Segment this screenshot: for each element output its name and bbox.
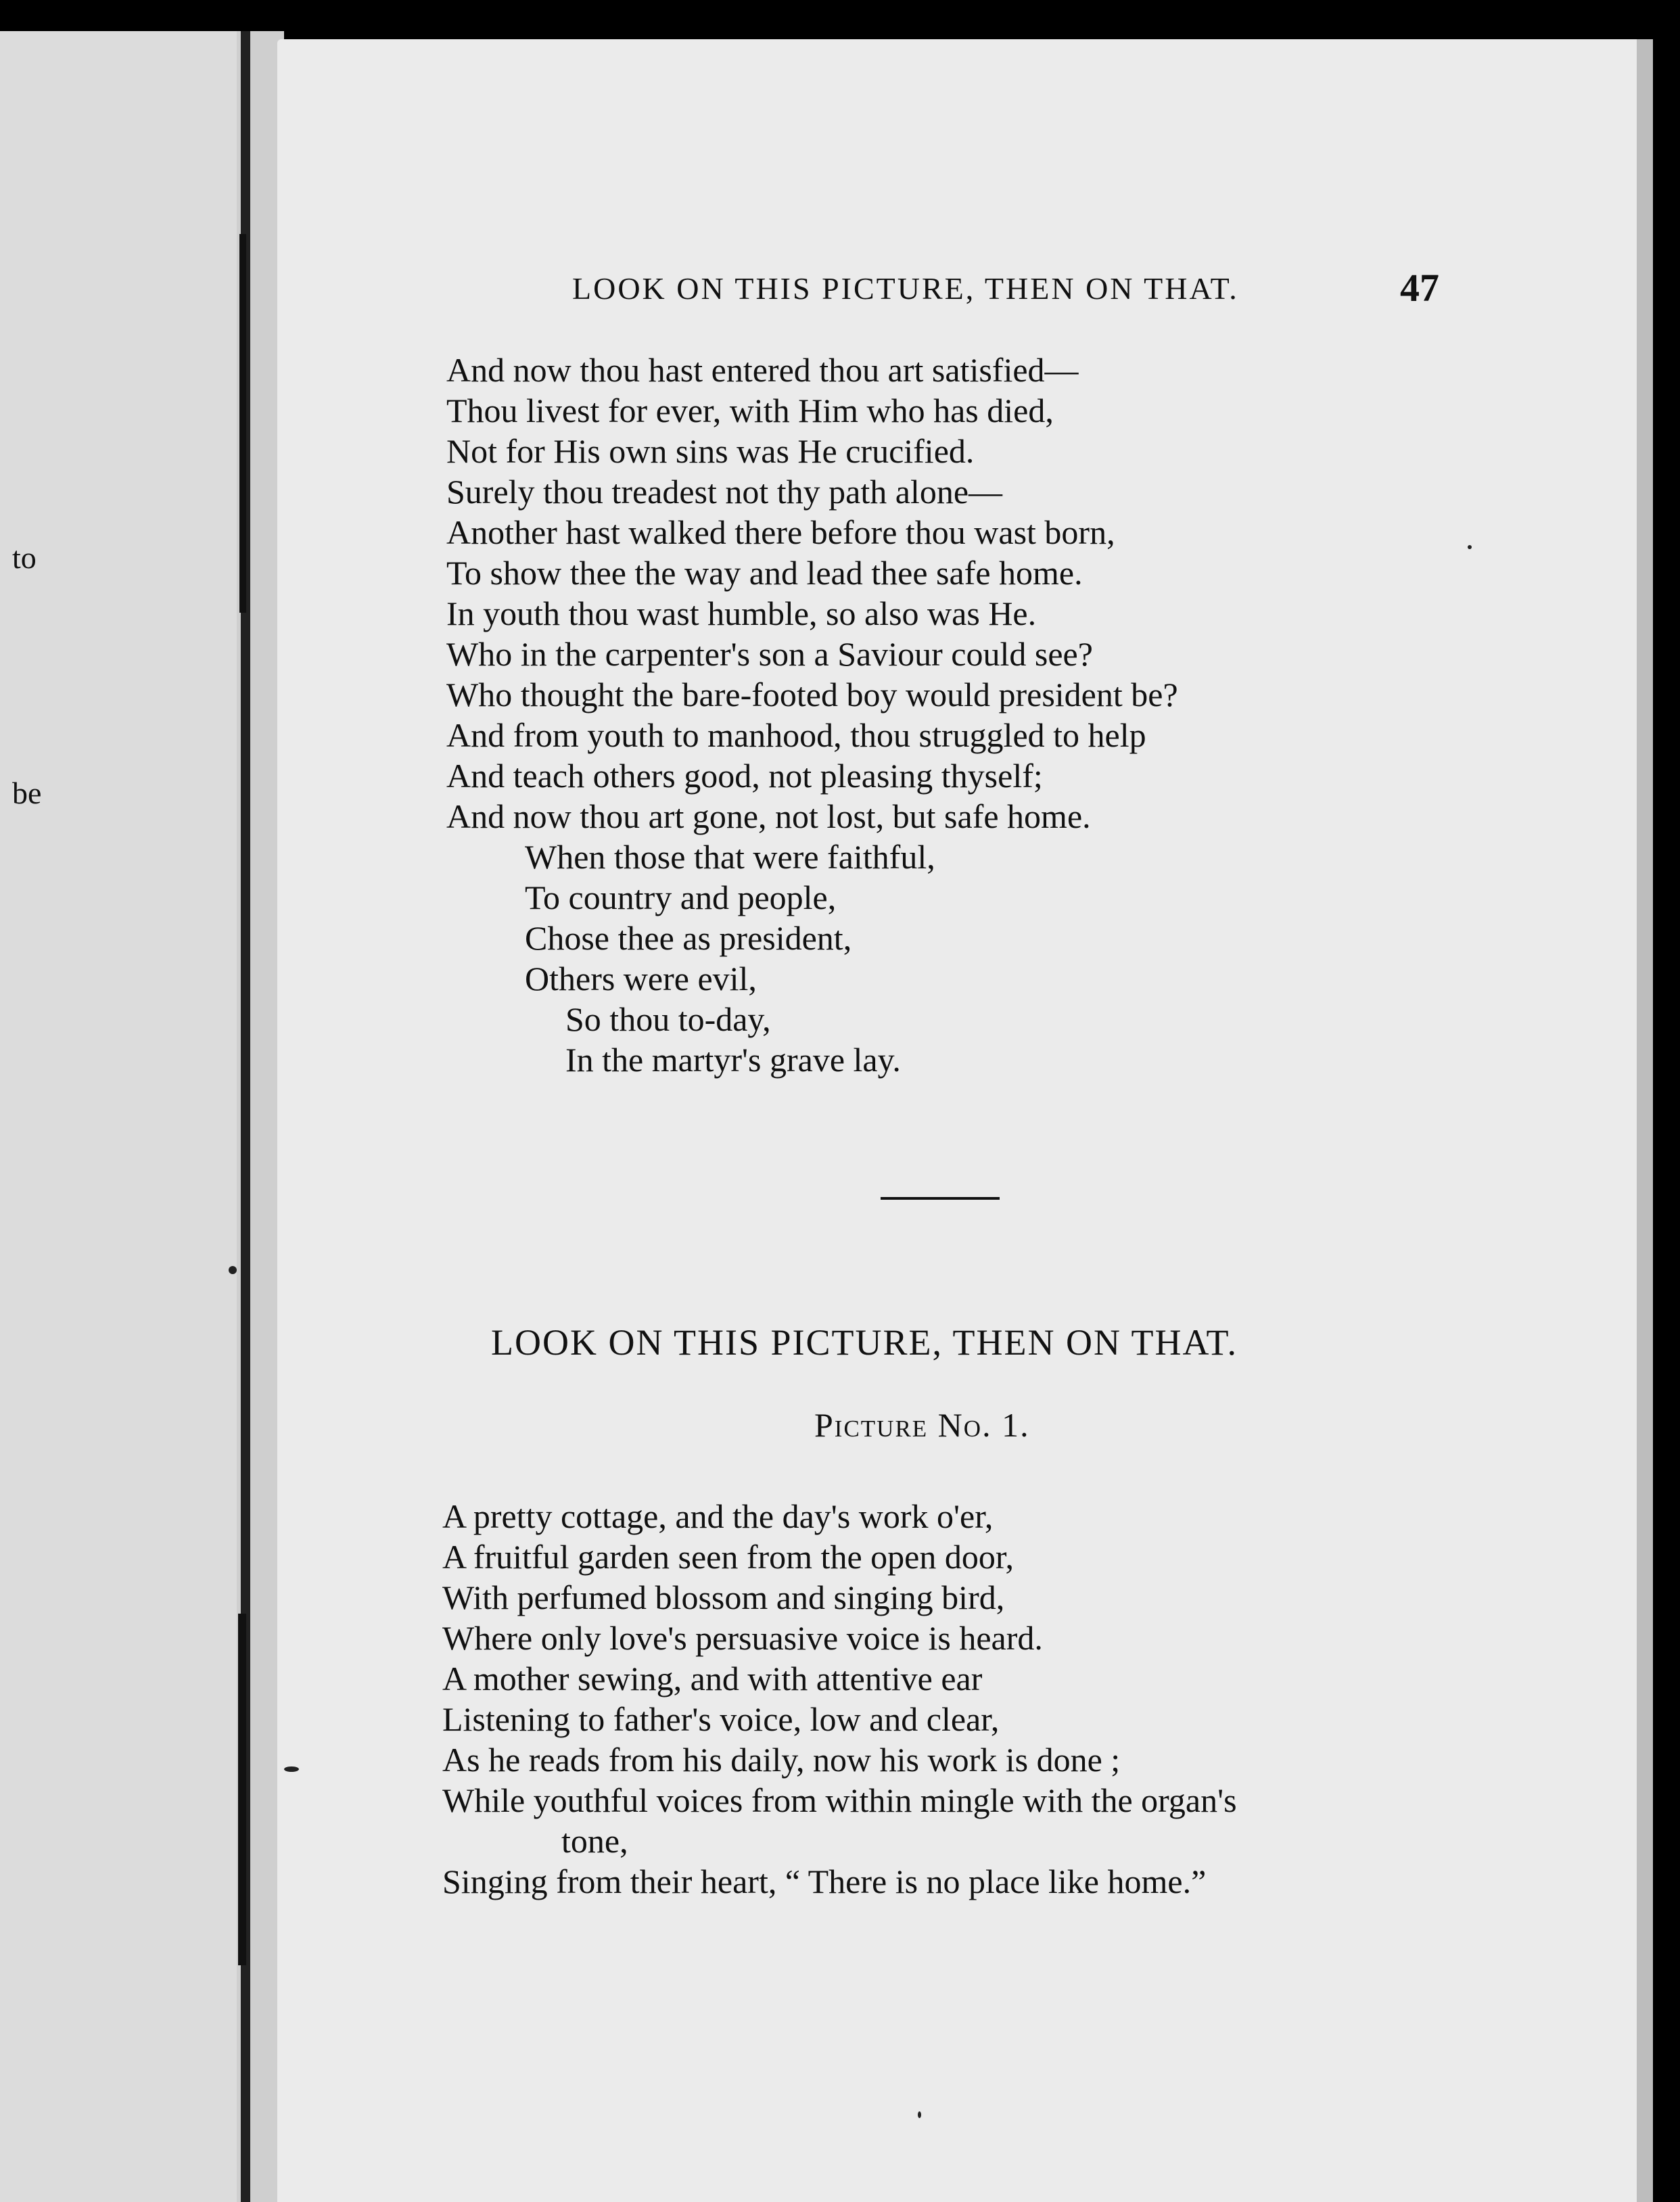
poem-line: And teach others good, not pleasing thyself;	[446, 757, 1043, 795]
poem-line: Another hast walked there before thou wast born,	[446, 513, 1115, 551]
poem-line: With perfumed blossom and singing bird,	[442, 1578, 1005, 1616]
poem-line: Where only love's persuasive voice is heard.	[442, 1619, 1043, 1657]
left-page-fragment: be	[12, 776, 42, 810]
section-subtitle: Picture No. 1.	[814, 1406, 1030, 1444]
page-number: 47	[1400, 266, 1439, 310]
binding-thread-mark	[239, 234, 246, 613]
poem-line: Not for His own sins was He crucified.	[446, 432, 975, 470]
section-title: LOOK ON THIS PICTURE, THEN ON THAT.	[491, 1322, 1238, 1363]
poem-line: Thou livest for ever, with Him who has died,	[446, 392, 1054, 429]
poem-line-indented: Chose thee as president,	[525, 919, 852, 957]
poem-continued	[446, 350, 1178, 1080]
poem-line: While youthful voices from within mingle with the organ's	[442, 1781, 1237, 1819]
scan-speck	[918, 2111, 921, 2118]
poem-line-indented: To country and people,	[525, 879, 837, 916]
poem-line-double-indented: In the martyr's grave lay.	[565, 1041, 901, 1079]
section-divider	[881, 1197, 1000, 1200]
left-page-fragment: to	[12, 540, 37, 575]
poem-line: A pretty cottage, and the day's work o'er,	[442, 1497, 994, 1535]
scan-speck	[1468, 545, 1472, 549]
poem-line-indented: When those that were faithful,	[525, 838, 935, 876]
page-edge-shadow	[1637, 39, 1653, 2202]
poem-line: As he reads from his daily, now his work is done ;	[442, 1741, 1121, 1779]
poem-line: Singing from their heart, “ There is no place like home.”	[442, 1863, 1207, 1900]
poem-line: To show thee the way and lead thee safe home.	[446, 554, 1083, 592]
poem-line: And now thou hast entered thou art satisfied—	[446, 351, 1079, 389]
poem-line: Who thought the bare-footed boy would president be?	[446, 676, 1178, 713]
poem-line: A mother sewing, and with attentive ear	[442, 1660, 983, 1697]
poem-line: A fruitful garden seen from the open door,	[442, 1538, 1014, 1576]
poem-line: And from youth to manhood, thou struggled to help	[446, 716, 1146, 754]
poem-line-continuation: tone,	[561, 1822, 628, 1860]
poem-line: In youth thou wast humble, so also was He.	[446, 594, 1037, 632]
poem-line-double-indented: So thou to-day,	[565, 1000, 771, 1038]
poem-line: Listening to father's voice, low and clear,	[442, 1700, 1000, 1738]
poem-picture-1	[442, 1496, 1237, 1902]
left-page-edge	[0, 31, 271, 2202]
poem-line: Surely thou treadest not thy path alone—	[446, 473, 1003, 511]
running-head: LOOK ON THIS PICTURE, THEN ON THAT.	[572, 271, 1239, 306]
binding-thread-mark	[238, 1614, 246, 1965]
scan-speck	[229, 1266, 237, 1274]
poem-line: And now thou art gone, not lost, but safe home.	[446, 797, 1091, 835]
scan-speck	[284, 1766, 299, 1772]
poem-line-indented: Others were evil,	[525, 960, 757, 998]
poem-line: Who in the carpenter's son a Saviour could see?	[446, 635, 1093, 673]
